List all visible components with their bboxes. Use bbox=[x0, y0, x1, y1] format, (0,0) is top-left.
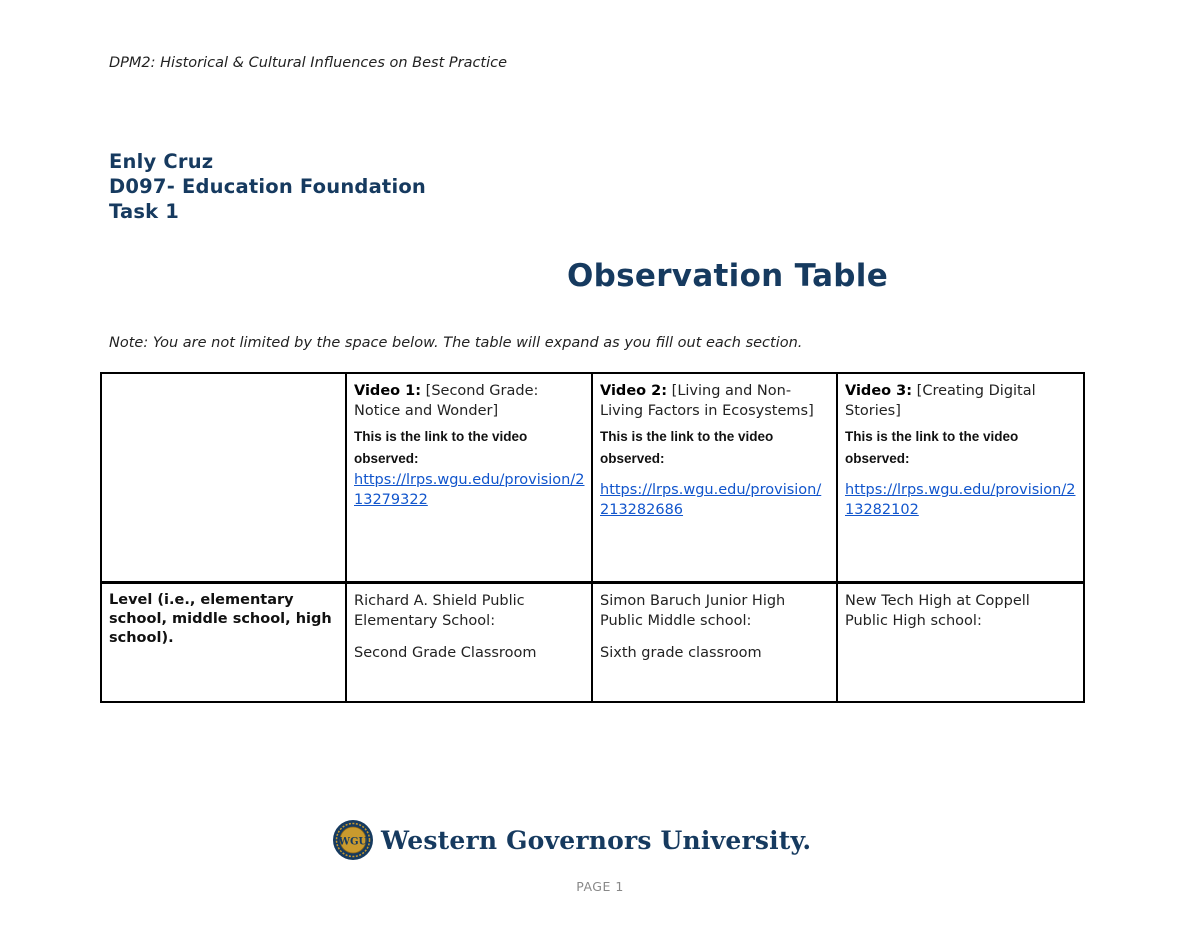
video-3-link-note: This is the link to the video observed: bbox=[845, 429, 1019, 466]
level-label: Level (i.e., elementary school, middle school, high school). bbox=[109, 592, 332, 646]
instruction-note: Note: You are not limited by the space below. The table will expand as you fill out each section. bbox=[109, 335, 803, 351]
video-1-link[interactable]: https://lrps.wgu.edu/provision/213279322 bbox=[354, 472, 585, 508]
university-name: Western Governors University. bbox=[381, 825, 812, 855]
video-2-cell bbox=[592, 373, 837, 583]
seal-letters: WGU bbox=[338, 836, 368, 848]
video-3-title bbox=[845, 381, 1077, 421]
video-3-label: Video 3: bbox=[845, 383, 913, 399]
video-1-label: Video 1: bbox=[354, 383, 422, 399]
wgu-logo bbox=[332, 819, 811, 861]
level-row bbox=[101, 583, 1084, 703]
school-name: New Tech High at Coppell Public High school: bbox=[845, 593, 1030, 629]
page-title: Observation Table bbox=[567, 258, 889, 294]
video-2-link-note: This is the link to the video observed: bbox=[600, 429, 774, 466]
level-cell-video-2 bbox=[592, 583, 837, 703]
level-cell-video-3 bbox=[837, 583, 1084, 703]
author-block bbox=[109, 149, 426, 224]
page-number: PAGE 1 bbox=[576, 879, 624, 894]
empty-corner-cell bbox=[101, 373, 346, 583]
video-2-link[interactable]: https://lrps.wgu.edu/provision/213282686 bbox=[600, 482, 822, 518]
level-label-cell bbox=[101, 583, 346, 703]
level-cell-video-1 bbox=[346, 583, 592, 703]
video-2-topic: [Living and Non-Living Factors in Ecosystems] bbox=[600, 383, 814, 419]
classroom-level: Second Grade Classroom bbox=[354, 645, 537, 661]
course-name: D097- Education Foundation bbox=[109, 175, 427, 198]
video-2-title bbox=[600, 381, 830, 421]
video-1-title bbox=[354, 381, 585, 421]
university-seal-icon bbox=[332, 819, 374, 861]
author-name: Enly Cruz bbox=[109, 150, 214, 173]
video-1-topic: [Second Grade: Notice and Wonder] bbox=[354, 383, 539, 419]
video-3-cell bbox=[837, 373, 1084, 583]
table-header-row bbox=[101, 373, 1084, 583]
school-name: Simon Baruch Junior High Public Middle school: bbox=[600, 593, 786, 629]
video-3-topic: [Creating Digital Stories] bbox=[845, 383, 1036, 419]
video-2-label: Video 2: bbox=[600, 383, 668, 399]
video-1-link-note: This is the link to the video observed: bbox=[354, 429, 528, 466]
video-1-cell bbox=[346, 373, 592, 583]
document-header: DPM2: Historical & Cultural Influences on Best Practice bbox=[109, 55, 508, 71]
task-label: Task 1 bbox=[109, 200, 180, 223]
school-name: Richard A. Shield Public Elementary School: bbox=[354, 593, 525, 629]
classroom-level: Sixth grade classroom bbox=[600, 645, 762, 661]
observation-table bbox=[100, 372, 1085, 703]
video-3-link[interactable]: https://lrps.wgu.edu/provision/213282102 bbox=[845, 482, 1076, 518]
